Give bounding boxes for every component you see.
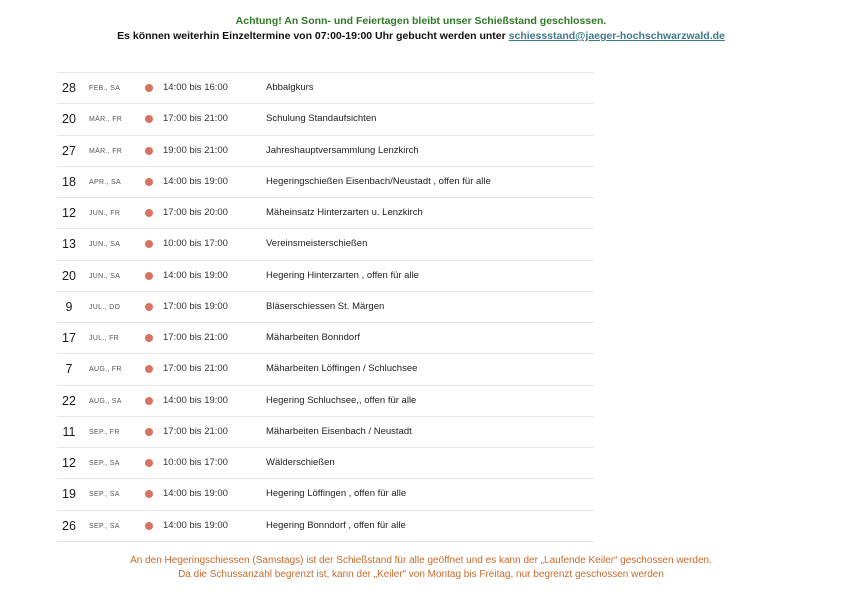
event-month-weekday: MÄR., FR: [89, 116, 123, 124]
event-time: 10:00 bis 17:00: [163, 238, 228, 250]
event-title: Jahreshauptversammlung Lenzkirch: [266, 144, 419, 156]
event-title: Mäharbeiten Bonndorf: [266, 332, 361, 343]
event-title: Hegering Bonndorf , offen für alle: [266, 519, 406, 531]
event-day: 12: [62, 206, 76, 220]
event-title: Hegering Löffingen , offen für alle: [266, 488, 407, 500]
event-title: Abbalgkurs: [266, 82, 314, 93]
event-time: 17:00 bis 21:00: [163, 425, 228, 437]
booking-info: [0, 29, 842, 43]
event-row[interactable]: [57, 198, 594, 229]
event-time: 17:00 bis 20:00: [163, 207, 228, 218]
event-dot-icon: [145, 209, 153, 217]
event-month-weekday: JUN., SA: [89, 241, 121, 249]
event-dot-icon: [145, 459, 153, 467]
event-month-weekday: AUG., FR: [89, 366, 122, 374]
event-dot-icon: [145, 397, 153, 405]
event-day: 7: [65, 362, 73, 377]
event-day: 19: [62, 487, 76, 502]
event-dot-icon: [145, 490, 153, 498]
event-time: 17:00 bis 19:00: [163, 300, 228, 312]
event-dot-icon: [145, 522, 153, 530]
event-month-weekday: JUN., FR: [89, 210, 121, 217]
event-title: Hegeringschießen Eisenbach/Neustadt , offen für alle: [266, 175, 491, 187]
event-day: 28: [62, 81, 76, 95]
event-month-weekday: JUL., DO: [89, 303, 121, 311]
event-title: Mäharbeiten Eisenbach / Neustadt: [266, 425, 412, 437]
event-month-weekday: SEP., FR: [89, 428, 120, 436]
booking-info-text: Es können weiterhin Einzeltermine von 07:00-19:00 Uhr gebucht werden unter: [117, 30, 509, 42]
event-day: 12: [62, 456, 76, 470]
event-row[interactable]: [57, 229, 594, 260]
event-day: 13: [62, 237, 76, 252]
event-row[interactable]: [57, 511, 594, 542]
event-dot-icon: [145, 365, 153, 373]
event-month-weekday: MÄR., FR: [89, 147, 123, 155]
event-dot-icon: [145, 272, 153, 280]
event-dot-icon: [145, 240, 153, 248]
event-month-weekday: FEB., SA: [89, 85, 121, 92]
footer-note: [0, 554, 842, 582]
event-month-weekday: JUL., FR: [89, 335, 120, 342]
event-row[interactable]: [57, 448, 594, 479]
event-month-weekday: AUG., SA: [89, 397, 122, 405]
event-day: 22: [62, 393, 76, 408]
event-time: 14:00 bis 19:00: [163, 269, 228, 281]
event-title: Mäharbeiten Löffingen / Schluchsee: [266, 363, 418, 375]
event-title: Vereinsmeisterschießen: [266, 238, 368, 250]
event-month-weekday: APR., SA: [89, 178, 121, 186]
event-dot-icon: [145, 334, 153, 342]
event-month-weekday: SEP., SA: [89, 491, 120, 499]
event-dot-icon: [145, 115, 153, 123]
closure-warning: Achtung! An Sonn- und Feiertagen bleibt unser Schießstand geschlossen.: [235, 15, 607, 27]
footer-line-2: Da die Schussanzahl begrenzt ist, kann der „Keiler“ von Montag bis Freitag, nur begrenzt geschossen werden: [178, 569, 664, 580]
event-row[interactable]: [57, 261, 594, 292]
event-month-weekday: SEP., SA: [89, 460, 120, 467]
event-time: 14:00 bis 19:00: [163, 519, 228, 531]
footer-line-1: An den Hegeringschiessen (Samstags) ist der Schießstand für alle geöffnet und es kann der „Laufende Keiler“ geschossen werden.: [130, 555, 712, 566]
event-title: Mäheinsatz Hinterzarten u. Lenzkirch: [266, 207, 423, 218]
event-time: 17:00 bis 21:00: [163, 113, 228, 125]
event-row[interactable]: [57, 479, 594, 510]
event-row[interactable]: [57, 417, 594, 448]
event-time: 14:00 bis 19:00: [163, 175, 228, 187]
event-row[interactable]: [57, 292, 594, 323]
event-month-weekday: JUN., SA: [89, 272, 121, 280]
event-day: 18: [62, 174, 76, 189]
event-title: Schulung Standaufsichten: [266, 113, 377, 125]
event-row[interactable]: [57, 136, 594, 167]
event-day: 17: [62, 331, 76, 345]
event-row[interactable]: [57, 354, 594, 385]
event-dot-icon: [145, 428, 153, 436]
event-title: Wälderschießen: [266, 457, 335, 468]
event-row[interactable]: [57, 323, 594, 354]
header: [0, 14, 842, 43]
event-time: 17:00 bis 21:00: [163, 363, 228, 375]
event-day: 20: [62, 268, 76, 283]
event-time: 17:00 bis 21:00: [163, 332, 228, 343]
event-title: Hegering Hinterzarten , offen für alle: [266, 269, 419, 281]
event-dot-icon: [145, 84, 153, 92]
event-day: 9: [65, 299, 73, 314]
event-title: Bläserschiessen St. Märgen: [266, 300, 385, 312]
event-time: 14:00 bis 16:00: [163, 82, 228, 93]
event-list: [57, 72, 594, 542]
event-dot-icon: [145, 147, 153, 155]
event-row[interactable]: [57, 167, 594, 198]
event-month-weekday: SEP., SA: [89, 522, 120, 530]
event-dot-icon: [145, 303, 153, 311]
event-row[interactable]: [57, 386, 594, 417]
event-title: Hegering Schluchsee,, offen für alle: [266, 394, 417, 406]
event-time: 10:00 bis 17:00: [163, 457, 228, 468]
event-day: 27: [62, 143, 76, 158]
event-time: 14:00 bis 19:00: [163, 488, 228, 500]
event-dot-icon: [145, 178, 153, 186]
email-link[interactable]: schiessstand@jaeger-hochschwarzwald.de: [508, 30, 725, 42]
event-time: 19:00 bis 21:00: [163, 144, 228, 156]
event-day: 11: [62, 424, 76, 439]
event-row[interactable]: [57, 104, 594, 135]
event-row[interactable]: [57, 73, 594, 104]
event-day: 20: [62, 112, 76, 127]
event-day: 26: [62, 518, 76, 533]
event-time: 14:00 bis 19:00: [163, 394, 228, 406]
